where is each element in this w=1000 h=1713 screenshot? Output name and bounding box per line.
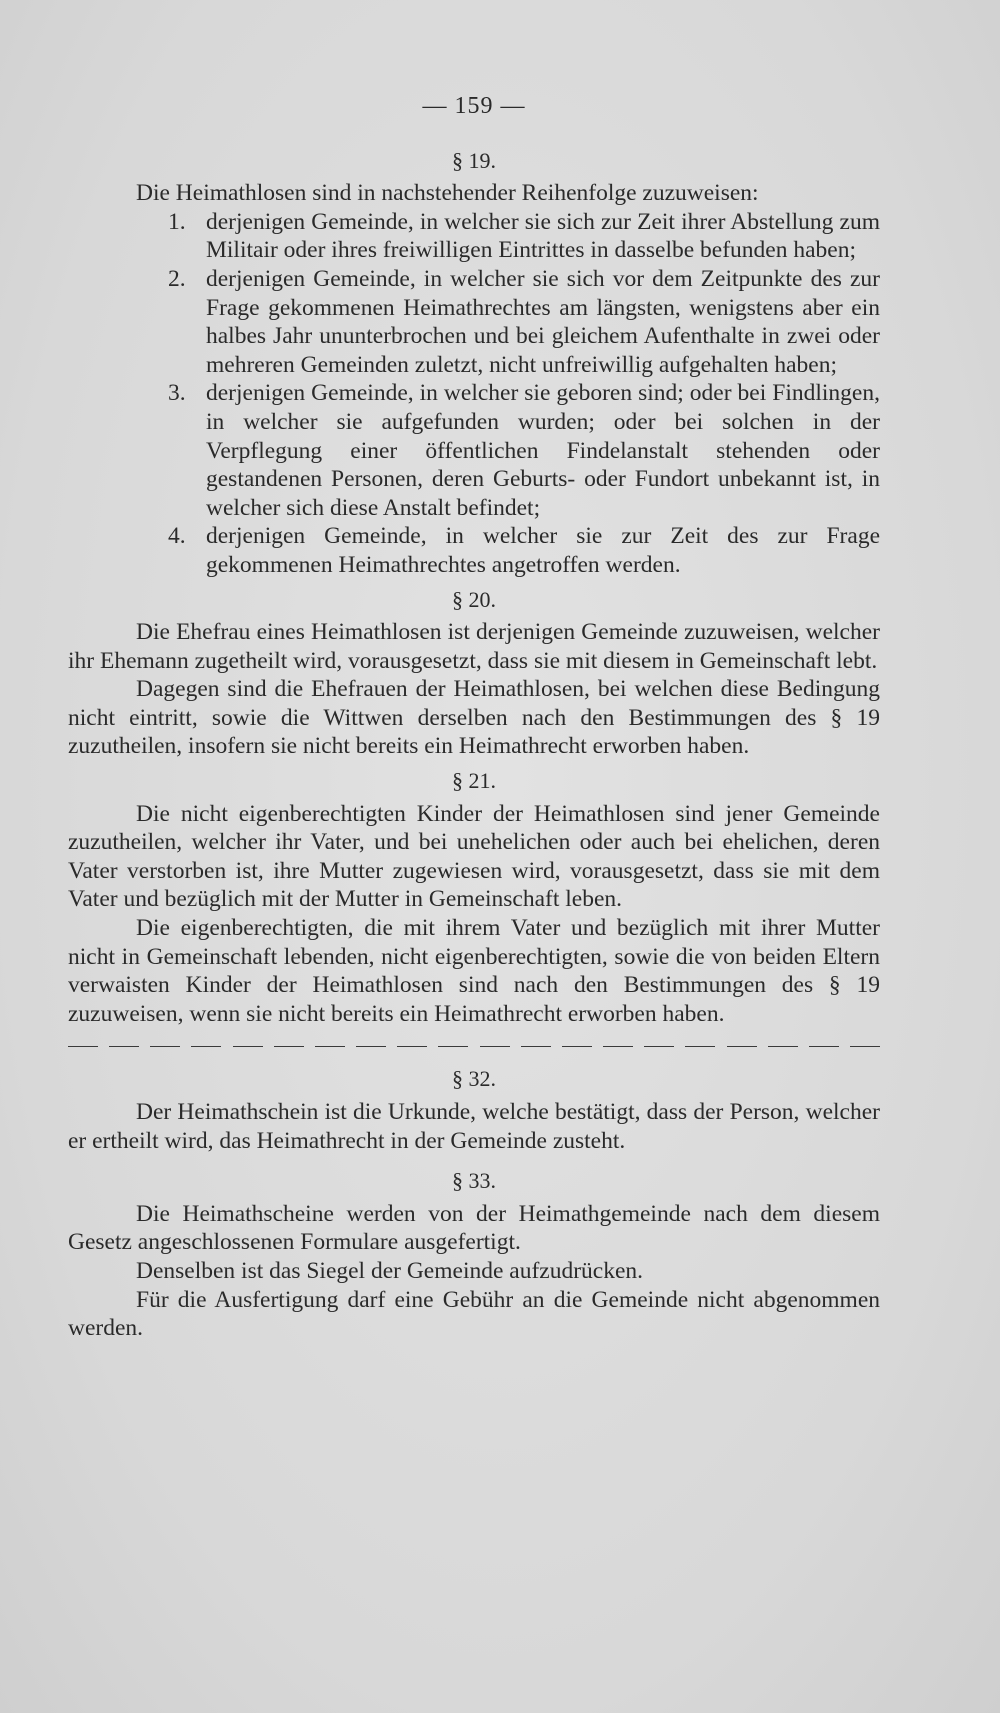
list-item-number: 4. xyxy=(168,523,186,550)
list-item xyxy=(68,379,880,522)
section-heading-19: § 19. xyxy=(452,147,496,173)
section-heading-21: § 21. xyxy=(452,768,496,794)
list-item xyxy=(68,208,880,265)
list-item-text: derjenigen Gemeinde, in welcher sie zur Zeit des zur Frage gekommenen Heimathrechtes angetroffen werden. xyxy=(206,523,880,578)
paragraph: Die nicht eigenberechtigten Kinder der Heimathlosen sind jener Gemeinde zuzutheilen, welcher ihr Vater, und bei unehelichen oder auch bei ehelichen, deren Vater verstorben ist, ihre Mutter zugewiesen wird, vorausgesetzt, dass sie mit dem Vater und bezüglich mit der Mutter in Gemeinschaft leben. xyxy=(68,800,880,913)
paragraph: Denselben ist das Siegel der Gemeinde aufzudrücken. xyxy=(136,1257,644,1284)
paragraph: Die Heimathscheine werden von der Heimathgemeinde nach dem diesem Gesetz angeschlossenen Formulare ausgefertigt. xyxy=(68,1200,880,1256)
paragraph: Der Heimathschein ist die Urkunde, welche bestätigt, dass der Person, welcher er ertheilt wird, das Heimathrecht in der Gemeinde zusteht. xyxy=(68,1099,880,1154)
list-item-number: 1. xyxy=(168,208,186,235)
section-19-intro: Die Heimathlosen sind in nachstehender Reihenfolge zuzuweisen: xyxy=(136,180,759,207)
list-item-text: derjenigen Gemeinde, in welcher sie geboren sind; oder bei Findlingen, in welcher sie aufgefunden wurden; oder bei solchen in der Verpflegung einer öffentlichen Findelanstalt stehenden oder gestandenen Personen, deren Geburts- oder Fundort unbekannt ist, in welcher sich diese Anstalt befindet; xyxy=(206,380,880,521)
list-item-number: 2. xyxy=(168,265,186,292)
section-heading-20: § 20. xyxy=(452,586,496,612)
section-heading-33: § 33. xyxy=(452,1168,496,1194)
list-item-text: derjenigen Gemeinde, in welcher sie sich zur Zeit ihrer Abstellung zum Militair oder ihres freiwilligen Eintrittes in dasselbe befunden haben; xyxy=(206,208,880,264)
omission-divider xyxy=(68,1036,880,1047)
paragraph: Die Ehefrau eines Heimathlosen ist derjenigen Gemeinde zuzuweisen, welcher ihr Ehemann zugetheilt wird, vorausgesetzt, dass sie mit diesem in Gemeinschaft lebt. xyxy=(68,619,880,674)
section-heading-32: § 32. xyxy=(452,1066,496,1092)
paragraph: Die eigenberechtigten, die mit ihrem Vater und bezüglich mit ihrer Mutter nicht in Gemeinschaft lebenden, nicht eigenberechtigten, sowie die von beiden Eltern verwaisten Kinder der Heimathlosen sind nach den Bestimmungen des § 19 zuzuweisen, wenn sie nicht bereits ein Heimathrecht erworben haben. xyxy=(68,915,880,1027)
page-number: — 159 — xyxy=(422,93,526,119)
page-content xyxy=(68,92,880,1343)
paragraph: Dagegen sind die Ehefrauen der Heimathlosen, bei welchen diese Bedingung nicht eintritt, sowie die Wittwen derselben nach den Bestimmungen des § 19 zuzutheilen, insofern sie nicht bereits ein Heimathrecht erworben haben. xyxy=(68,676,880,760)
list-item xyxy=(68,522,880,579)
list-item-number: 3. xyxy=(168,380,186,407)
paragraph: Für die Ausfertigung darf eine Gebühr an die Gemeinde nicht abgenommen werden. xyxy=(68,1286,880,1342)
list-item xyxy=(68,265,880,379)
list-item-text: derjenigen Gemeinde, in welcher sie sich vor dem Zeitpunkte des zur Frage gekommenen Heimathrechtes am längsten, wenigstens aber ein halbes Jahr ununterbrochen und bei gleichem Aufenthalte in zwei oder mehreren Gemeinden zuletzt, nicht unfreiwillig aufgehalten haben; xyxy=(206,265,880,378)
